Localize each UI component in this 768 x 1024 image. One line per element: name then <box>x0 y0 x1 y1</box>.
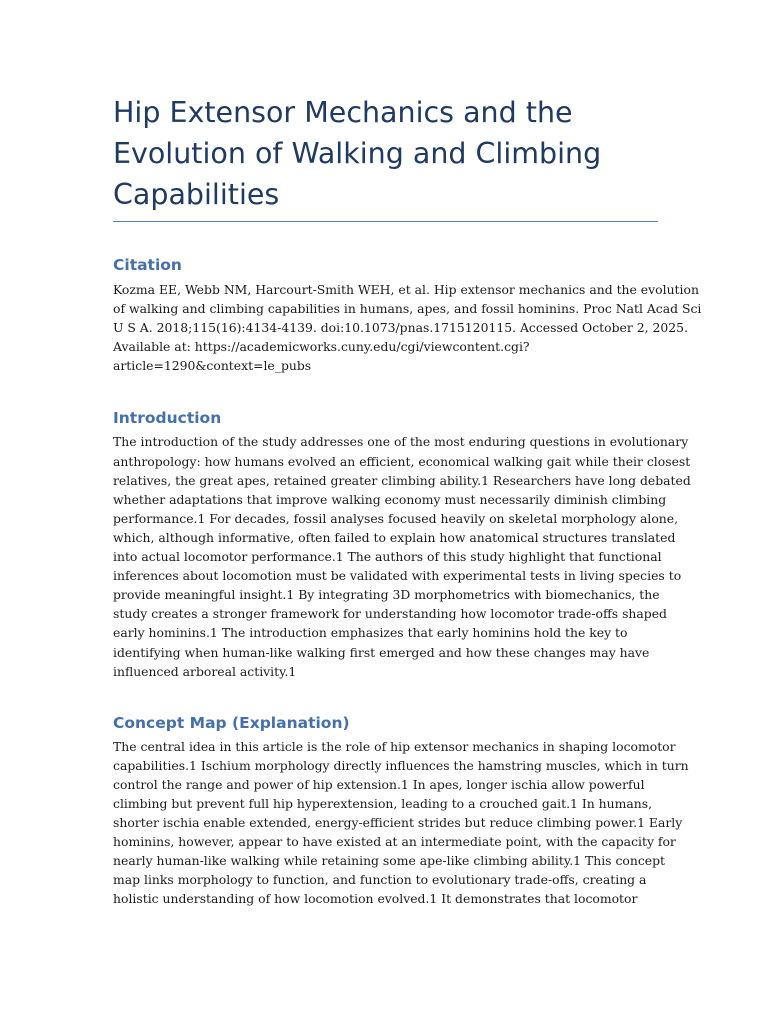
concept-map-line: climbing but prevent full hip hyperextension, leading to a crouched gait.1 In humans, <box>113 795 653 811</box>
introduction-line: early hominins.1 The introduction emphasizes that early hominins hold the key to <box>113 625 628 641</box>
concept-map-line: shorter ischia enable extended, energy-efficient strides but reduce climbing power.1 Early <box>113 815 683 831</box>
introduction-line: which, although informative, often failed to explain how anatomical structures translated <box>113 529 676 545</box>
concept-map-line: control the range and power of hip extension.1 In apes, longer ischia allow powerful <box>113 776 645 792</box>
introduction-line: performance.1 For decades, fossil analyses focused heavily on skeletal morphology alone, <box>113 510 679 526</box>
concept-map-line: capabilities.1 Ischium morphology directly influences the hamstring muscles, which in turn <box>113 757 689 773</box>
introduction-line: anthropology: how humans evolved an efficient, economical walking gait while their closest <box>113 453 691 469</box>
concept-map-line: holistic understanding of how locomotion evolved.1 It demonstrates that locomotor <box>113 891 638 907</box>
introduction-line: study creates a stronger framework for understanding how locomotor trade-offs shaped <box>113 606 667 622</box>
title-line: Capabilities <box>113 178 280 211</box>
concept-map-paragraph <box>113 737 689 909</box>
citation-line: U S A. 2018;115(16):4134-4139. doi:10.1073/pnas.1715120115. Accessed October 2, 2025. <box>113 320 688 336</box>
introduction-heading: Introduction <box>113 409 222 428</box>
introduction-line: influenced arboreal activity.1 <box>113 663 297 679</box>
introduction-line: provide meaningful insight.1 By integrating 3D morphometrics with biomechanics, the <box>113 587 660 603</box>
citation-line: Available at: https://academicworks.cuny.edu/cgi/viewcontent.cgi? <box>113 339 530 355</box>
concept-map-line: map links morphology to function, and function to evolutionary trade-offs, creating a <box>113 872 647 888</box>
introduction-line: The introduction of the study addresses one of the most enduring questions in evolutionary <box>113 434 689 450</box>
citation-line: Kozma EE, Webb NM, Harcourt-Smith WEH, et al. Hip extensor mechanics and the evolution <box>113 282 699 297</box>
introduction-line: identifying when human-like walking first emerged and how these changes may have <box>113 644 650 660</box>
introduction-line: whether adaptations that improve walking economy must necessarily diminish climbing <box>113 491 667 507</box>
citation-paragraph <box>113 280 702 375</box>
introduction-line: relatives, the great apes, retained greater climbing ability.1 Researchers have long debated <box>113 472 691 488</box>
concept-map-line: hominins, however, appear to have existed at an intermediate point, with the capacity for <box>113 834 676 850</box>
introduction-line: into actual locomotor performance.1 The authors of this study highlight that functional <box>113 549 662 565</box>
introduction-line: inferences about locomotion must be validated with experimental tests in living species to <box>113 568 682 584</box>
citation-line: article=1290&context=le_pubs <box>113 358 312 374</box>
concept-map-line: nearly human-like walking while retaining some ape-like climbing ability.1 This concept <box>113 853 666 869</box>
title-line: Evolution of Walking and Climbing <box>113 137 602 170</box>
introduction-paragraph <box>113 432 691 680</box>
title-line: Hip Extensor Mechanics and the <box>113 96 573 129</box>
concept-map-heading: Concept Map (Explanation) <box>113 713 350 732</box>
citation-heading: Citation <box>113 256 182 274</box>
citation-line: of walking and climbing capabilities in humans, apes, and fossil hominins. Proc Natl Acad Sci <box>113 301 702 317</box>
document-page <box>113 92 702 909</box>
document-title <box>113 92 658 222</box>
concept-map-line: The central idea in this article is the role of hip extensor mechanics in shaping locomotor <box>113 738 676 754</box>
